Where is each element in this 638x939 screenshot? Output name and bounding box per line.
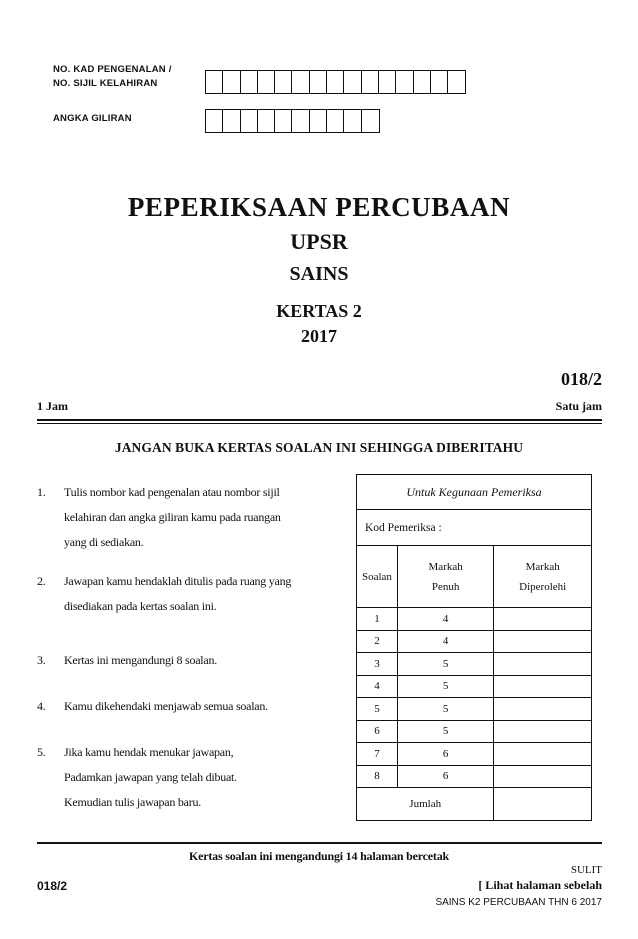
- full-marks-cell: 5: [397, 720, 493, 743]
- total-obtained-cell[interactable]: [494, 788, 592, 821]
- instruction-line: yang di sediakan.: [64, 535, 144, 549]
- ic-digit-box[interactable]: [396, 71, 413, 93]
- turn-digit-box[interactable]: [362, 110, 379, 132]
- instruction-number: 4.: [37, 699, 46, 713]
- ic-digit-box[interactable]: [292, 71, 309, 93]
- warning-notice: JANGAN BUKA KERTAS SOALAN INI SEHINGGA DIBERITAHU: [114, 440, 524, 455]
- ic-digit-box[interactable]: [344, 71, 361, 93]
- full-marks-cell: 6: [397, 743, 493, 766]
- question-number-cell: 3: [357, 653, 398, 676]
- instruction-line: Jawapan kamu hendaklah ditulis pada ruang yang: [64, 574, 292, 588]
- table-row: [357, 765, 592, 788]
- exam-year: 2017: [301, 326, 337, 346]
- turn-digit-box[interactable]: [327, 110, 344, 132]
- full-marks-header-line: Penuh: [431, 580, 460, 593]
- ic-digit-box[interactable]: [275, 71, 292, 93]
- turn-digit-box[interactable]: [258, 110, 275, 132]
- obtained-marks-column-header: [494, 546, 592, 608]
- obtained-marks-cell[interactable]: [494, 675, 592, 698]
- obtained-marks-cell[interactable]: [494, 743, 592, 766]
- full-marks-cell: 5: [397, 653, 493, 676]
- ic-label: [53, 63, 172, 91]
- obtained-marks-cell[interactable]: [494, 630, 592, 653]
- duration-right: Satu jam: [555, 399, 602, 413]
- ic-label-line2: NO. SIJIL KELAHIRAN: [53, 78, 158, 89]
- obtained-marks-cell[interactable]: [494, 720, 592, 743]
- obtained-header-line: Markah: [525, 560, 560, 573]
- table-row: [357, 743, 592, 766]
- ic-digit-box[interactable]: [206, 71, 223, 93]
- table-row: [357, 675, 592, 698]
- instruction-line: Kamu dikehendaki menjawab semua soalan.: [64, 699, 268, 713]
- table-row: [357, 653, 592, 676]
- instruction-number: 2.: [37, 574, 46, 588]
- instruction-line: disediakan pada kertas soalan ini.: [64, 599, 217, 613]
- exam-name: UPSR: [290, 229, 348, 254]
- ic-digit-box[interactable]: [223, 71, 240, 93]
- instruction-line: Kertas ini mengandungi 8 soalan.: [64, 653, 217, 667]
- turn-number-boxes[interactable]: [205, 109, 380, 133]
- turn-digit-box[interactable]: [241, 110, 258, 132]
- pages-note: Kertas soalan ini mengandungi 14 halaman bercetak: [188, 849, 449, 863]
- top-divider-thin: [37, 423, 602, 424]
- question-number-cell: 7: [357, 743, 398, 766]
- table-row: [357, 720, 592, 743]
- full-marks-cell: 5: [397, 675, 493, 698]
- exam-title: PEPERIKSAAN PERCUBAAN: [127, 192, 511, 222]
- table-row: [357, 630, 592, 653]
- full-marks-cell: 4: [397, 630, 493, 653]
- paper-code-bottom: 018/2: [37, 879, 68, 893]
- turn-number-label: ANGKA GILIRAN: [53, 113, 132, 124]
- full-marks-cell: 5: [397, 698, 493, 721]
- question-number-cell: 5: [357, 698, 398, 721]
- examiner-code-field[interactable]: [357, 510, 592, 546]
- question-number-cell: 6: [357, 720, 398, 743]
- ic-digit-box[interactable]: [362, 71, 379, 93]
- ic-digit-box[interactable]: [310, 71, 327, 93]
- question-number-cell: 2: [357, 630, 398, 653]
- obtained-marks-cell[interactable]: [494, 765, 592, 788]
- instruction-number: 3.: [37, 653, 46, 667]
- obtained-marks-cell[interactable]: [494, 698, 592, 721]
- instruction-line: Tulis nombor kad pengenalan atau nombor sijil: [64, 485, 280, 499]
- full-marks-header-line: Markah: [428, 560, 463, 573]
- sulit-label: SULIT: [570, 864, 602, 876]
- ic-digit-box[interactable]: [448, 71, 465, 93]
- table-row: [357, 608, 592, 631]
- turn-digit-box[interactable]: [223, 110, 240, 132]
- turn-digit-box[interactable]: [292, 110, 309, 132]
- bottom-divider: [37, 842, 602, 844]
- ic-digit-box[interactable]: [327, 71, 344, 93]
- paper-number: KERTAS 2: [276, 301, 362, 321]
- obtained-marks-cell[interactable]: [494, 653, 592, 676]
- paper-reference: SAINS K2 PERCUBAAN THN 6 2017: [435, 897, 602, 908]
- ic-digit-box[interactable]: [379, 71, 396, 93]
- full-marks-cell: 4: [397, 608, 493, 631]
- ic-digit-box[interactable]: [431, 71, 448, 93]
- ic-label-line1: NO. KAD PENGENALAN /: [53, 64, 172, 75]
- paper-code: 018/2: [560, 369, 602, 389]
- full-marks-cell: 6: [397, 765, 493, 788]
- turn-digit-box[interactable]: [344, 110, 361, 132]
- ic-number-boxes[interactable]: [205, 70, 466, 94]
- obtained-marks-cell[interactable]: [494, 608, 592, 631]
- full-marks-column-header: [397, 546, 493, 608]
- question-number-cell: 4: [357, 675, 398, 698]
- question-column-header: Soalan: [357, 546, 398, 608]
- examiner-code-label: Kod Pemeriksa :: [365, 521, 442, 534]
- instruction-line: Padamkan jawapan yang telah dibuat.: [64, 770, 237, 784]
- turn-digit-box[interactable]: [206, 110, 223, 132]
- turn-digit-box[interactable]: [275, 110, 292, 132]
- instruction-number: 1.: [37, 485, 46, 499]
- top-divider: [37, 419, 602, 421]
- next-page-note: [ Lihat halaman sebelah: [478, 878, 602, 892]
- table-row: [357, 698, 592, 721]
- ic-digit-box[interactable]: [258, 71, 275, 93]
- ic-digit-box[interactable]: [241, 71, 258, 93]
- total-label: Jumlah: [357, 788, 494, 821]
- subject-name: SAINS: [289, 263, 349, 285]
- ic-digit-box[interactable]: [414, 71, 431, 93]
- instruction-line: Kemudian tulis jawapan baru.: [64, 795, 201, 809]
- instruction-line: kelahiran dan angka giliran kamu pada ruangan: [64, 510, 281, 524]
- instruction-line: Jika kamu hendak menukar jawapan,: [64, 745, 234, 759]
- question-number-cell: 8: [357, 765, 398, 788]
- examiner-table-title: Untuk Kegunaan Pemeriksa: [357, 475, 592, 510]
- instruction-number: 5.: [37, 745, 46, 759]
- obtained-header-line: Diperolehi: [519, 580, 567, 593]
- question-number-cell: 1: [357, 608, 398, 631]
- duration-left: 1 Jam: [37, 399, 68, 413]
- turn-digit-box[interactable]: [310, 110, 327, 132]
- examiner-table: [356, 474, 592, 821]
